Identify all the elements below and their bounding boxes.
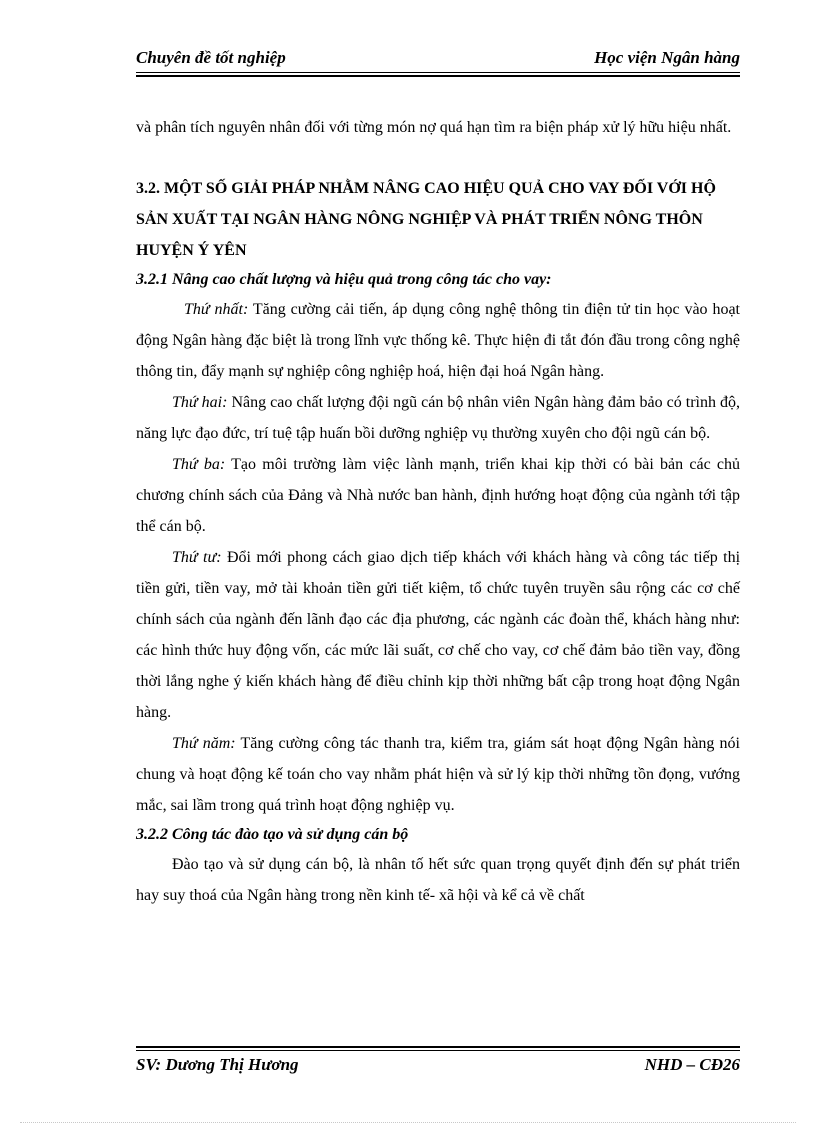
header-document-type: Chuyên đề tốt nghiệp [136,48,286,67]
item-text-3: Tạo môi trường làm việc lành mạnh, triển khai kịp thời có bài bản các chủ chương chính sách của Đảng và Nhà nước ban hành, định hướng hoạt động của ngành tới tập thể cán bộ. [136,456,741,535]
page-body [136,112,740,911]
item-lead-5: Thứ năm: [172,735,236,752]
item-text-5: Tăng cường công tác thanh tra, kiểm tra, giám sát hoạt động Ngân hàng nói chung và hoạt động kế toán cho vay nhằm phát hiện và sử lý kịp thời những tồn đọng, vướng mắc, sai lầm trong quá trình hoạt động nghiệp vụ. [136,735,740,814]
item-paragraph-1 [136,294,740,387]
item-lead-4: Thứ tư: [172,549,222,566]
item-lead-1: Thứ nhất: [184,301,249,318]
header-rule [136,72,740,73]
item-lead-3: Thứ ba: [172,456,226,473]
item-text-2: Nâng cao chất lượng đội ngũ cán bộ nhân viên Ngân hàng đảm bảo có trình độ, năng lực đạo đức, trí tuệ tập huấn bồi dưỡng nghiệp vụ thường xuyên cho đội ngũ cán bộ. [136,394,741,442]
item-text-1: Tăng cường cải tiến, áp dụng công nghệ thông tin điện tử tin học vào hoạt động Ngân hàng đặc biệt là trong lĩnh vực thống kê. Thực hiện đi tắt đón đầu trong công nghệ thông tin, đẩy mạnh sự nghiệp công nghiệp hoá, hiện đại hoá Ngân hàng. [136,301,740,380]
item-paragraph-4 [136,542,740,728]
section-title: 3.2. MỘT SỐ GIẢI PHÁP NHẰM NÂNG CAO HIỆU QUẢ CHO VAY ĐỐI VỚI HỘ SẢN XUẤT TẠI NGÂN HÀNG NÔNG NGHIỆP VÀ PHÁT TRIỂN NÔNG THÔN HUYỆN Ý YÊN [136,180,716,259]
page-header [136,48,740,70]
footer-rule-thick [136,1046,740,1048]
item-paragraph-5 [136,728,740,821]
footer-rule [136,1050,740,1051]
subsection-heading-2: 3.2.2 Công tác đào tạo và sử dụng cán bộ [136,826,409,843]
item-lead-2: Thứ hai: [172,394,228,411]
intro-paragraph: và phân tích nguyên nhân đối với từng món nợ quá hạn tìm ra biện pháp xử lý hữu hiệu nhất. [136,119,732,136]
header-institution: Học viện Ngân hàng [594,48,740,67]
footer-class-code: NHD – CĐ26 [644,1055,740,1074]
closing-paragraph: Đào tạo và sử dụng cán bộ, là nhân tố hết sức quan trọng quyết định đến sự phát triển hay suy thoá của Ngân hàng trong nền kinh tế- xã hội và kể cả về chất [136,856,740,904]
item-text-4: Đổi mới phong cách giao dịch tiếp khách với khách hàng và công tác tiếp thị tiền gửi, tiền vay, mở tài khoản tiền gửi tiết kiệm, tổ chức tuyên truyền sâu rộng các cơ chế chính sách của ngành đến lãnh đạo các địa phương, các ngành các đoàn thể, khách hàng như: các hình thức huy động vốn, các mức lãi suất, cơ chế cho vay, cơ chế đảm bảo tiền vay, đồng thời lắng nghe ý kiến khách hàng để điều chỉnh kịp thời những bất cập trong hoạt động Ngân hàng. [136,549,741,721]
page-footer [136,1055,740,1077]
subsection-heading-1: 3.2.1 Nâng cao chất lượng và hiệu quả trong công tác cho vay: [136,271,552,288]
item-paragraph-2 [136,387,740,449]
header-rule-thick [136,75,740,77]
footer-student-name: SV: Dương Thị Hương [136,1055,299,1074]
item-paragraph-3 [136,449,740,542]
